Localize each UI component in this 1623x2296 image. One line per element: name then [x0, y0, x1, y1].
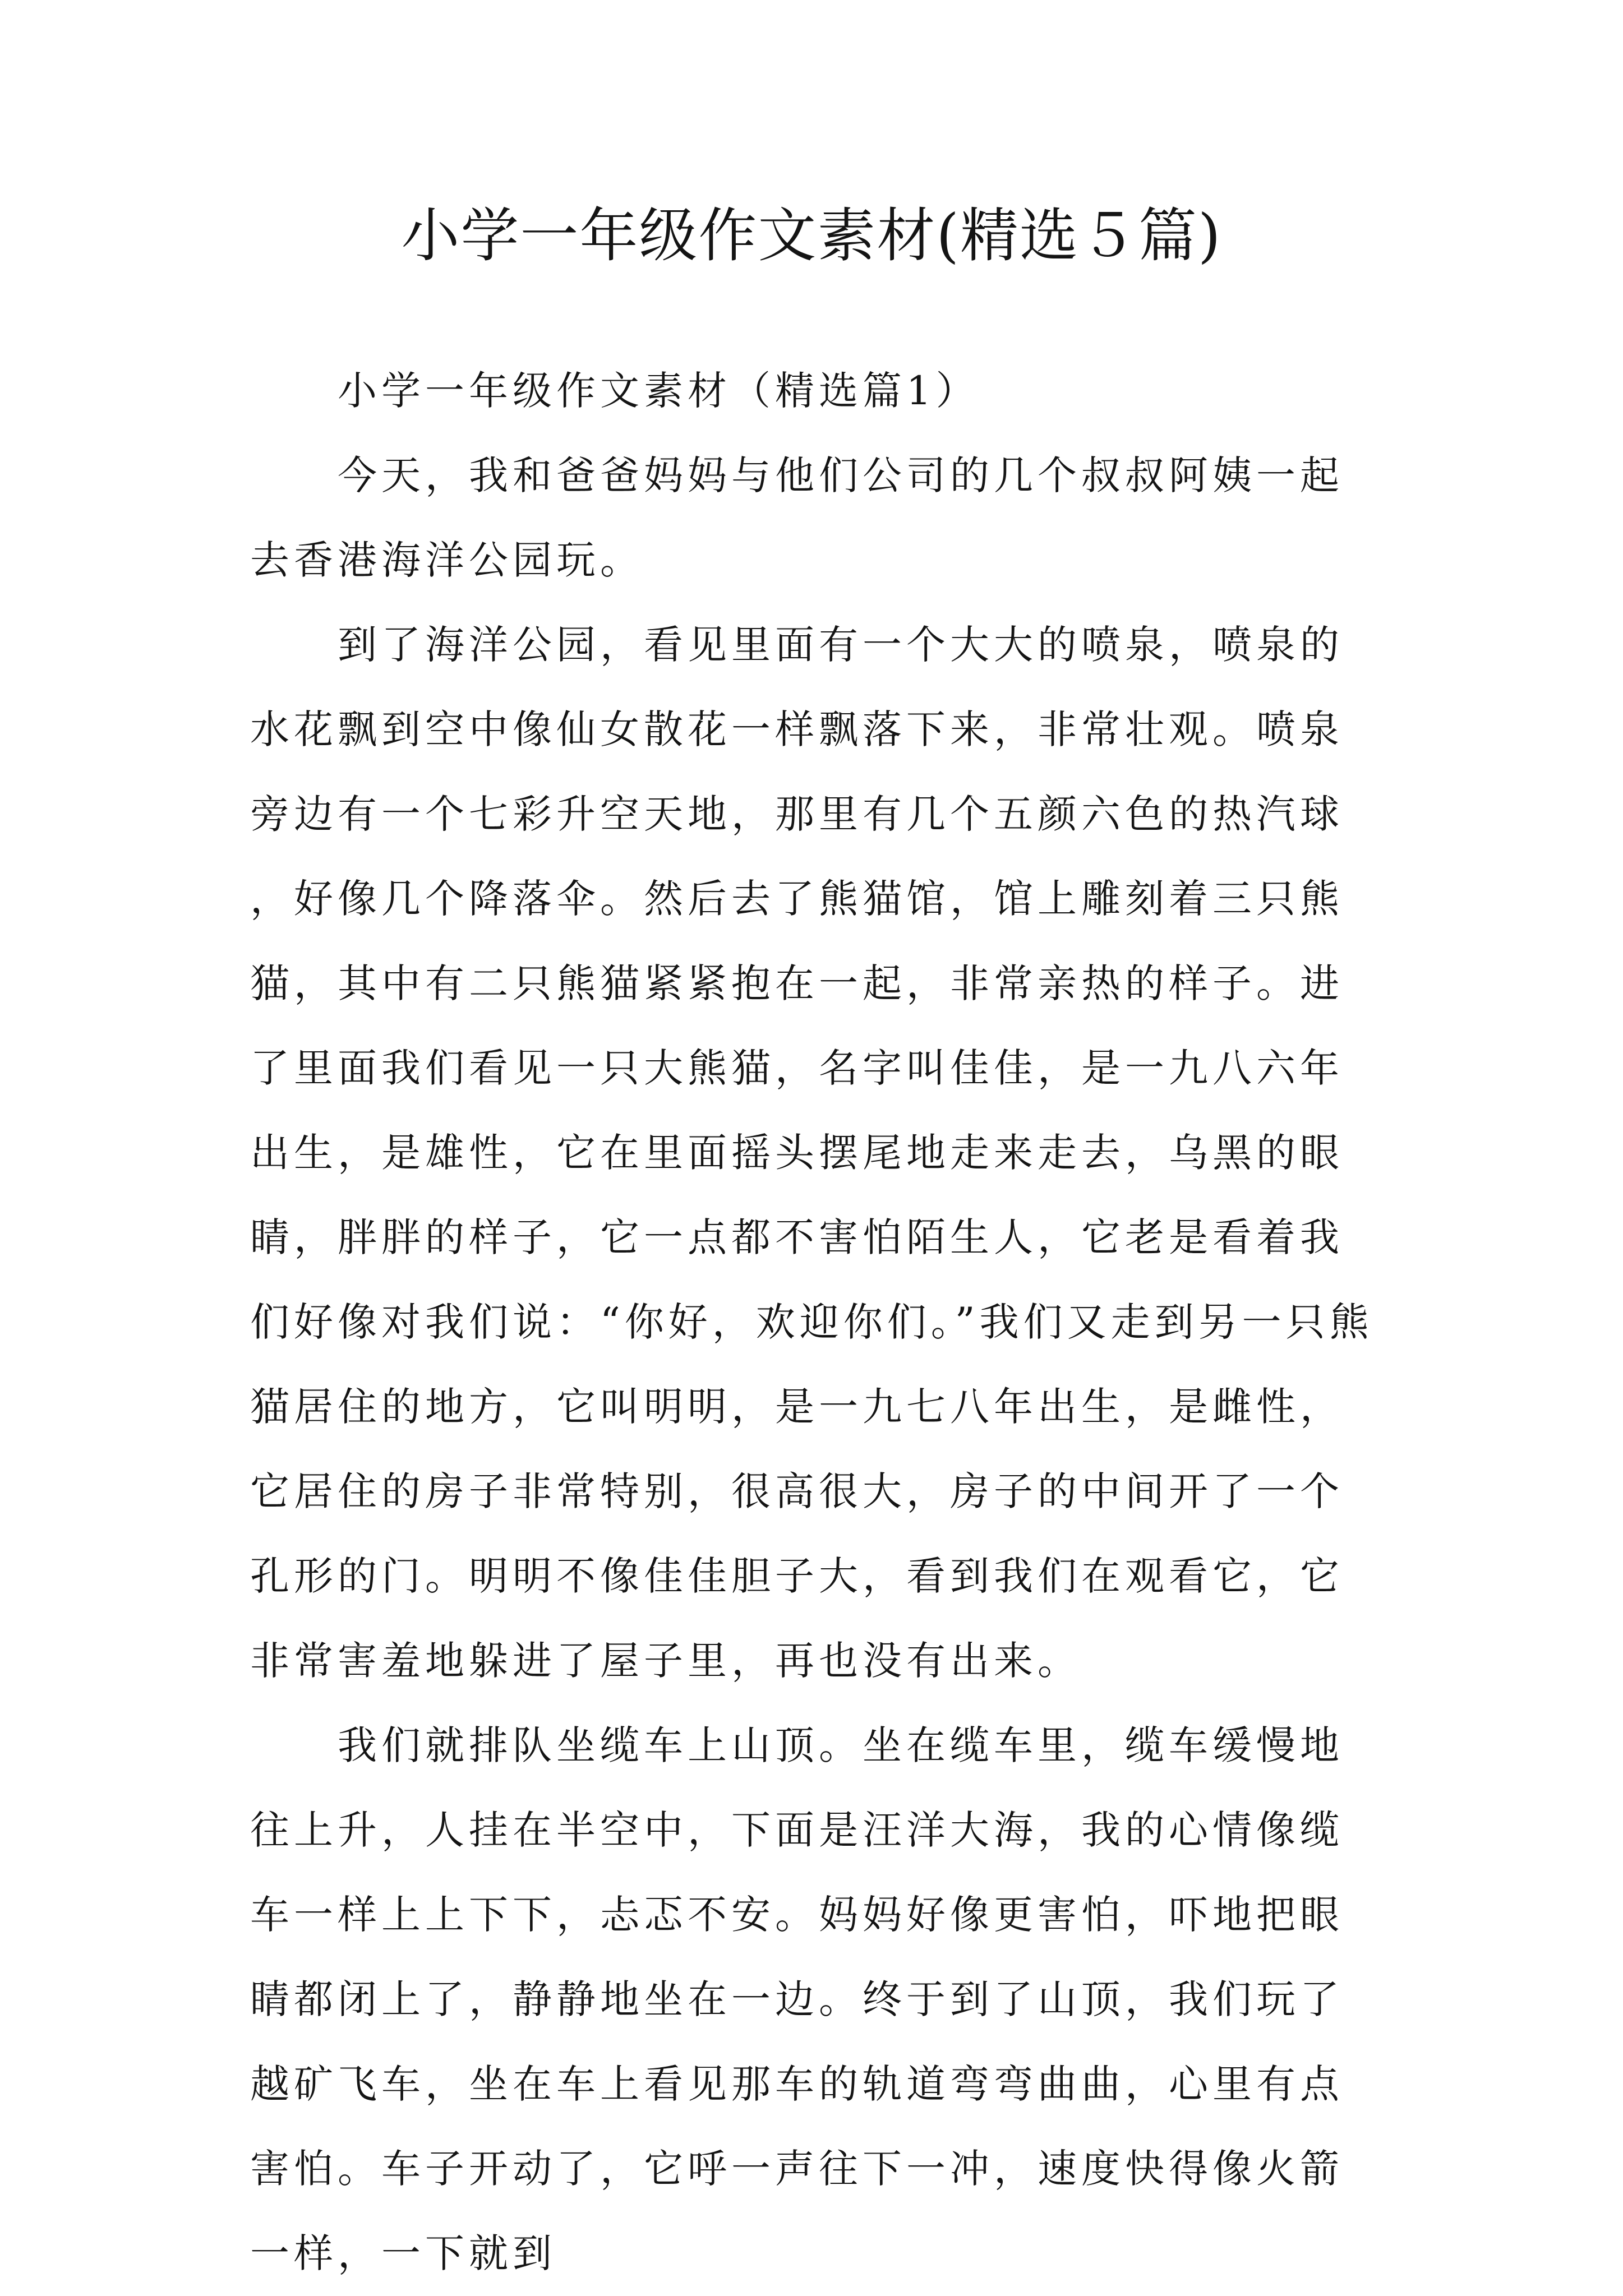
section-heading: 小学一年级作文素材（精选篇1）: [338, 368, 980, 414]
paragraph-1: 今天，我和爸爸妈妈与他们公司的几个叔叔阿姨一起去香港海洋公园玩。: [250, 452, 1344, 583]
document-title: 小学一年级作文素材(精选５篇): [401, 201, 1222, 270]
paragraph-3: 我们就排队坐缆车上山顶。坐在缆车里，缆车缓慢地往上升，人挂在半空中，下面是汪洋大海，我的心情像缆车一样上上下下，忐忑不安。妈妈好像更害怕，吓地把眼睛都闭上了，静静地坐在一边。终于到了山顶，我们玩了越矿飞车，坐在车上看见那车的轨道弯弯曲曲，心里有点害怕。车子开动了，它呼一声往下一冲，速度快得像火箭一样，一下就到: [250, 1722, 1344, 2276]
document-body: [250, 349, 1383, 2296]
paragraph-2: 到了海洋公园，看见里面有一个大大的喷泉，喷泉的水花飘到空中像仙女散花一样飘落下来，非常壮观。喷泉旁边有一个七彩升空天地，那里有几个五颜六色的热汽球，好像几个降落伞。然后去了熊猫馆，馆上雕刻着三只熊猫，其中有二只熊猫紧紧抱在一起，非常亲热的样子。进了里面我们看见一只大熊猫，名字叫佳佳，是一九八六年出生，是雄性，它在里面摇头摆尾地走来走去，乌黑的眼睛，胖胖的样子，它一点都不害怕陌生人，它老是看着我们好像对我们说：“你好，欢迎你们。”我们又走到另一只熊猫居住的地方，它叫明明，是一九七八年出生，是雌性，它居住的房子非常特别，很高很大，房子的中间开了一个孔形的门。明明不像佳佳胆子大，看到我们在观看它，它非常害羞地躲进了屋子里，再也没有出来。: [250, 622, 1373, 1684]
